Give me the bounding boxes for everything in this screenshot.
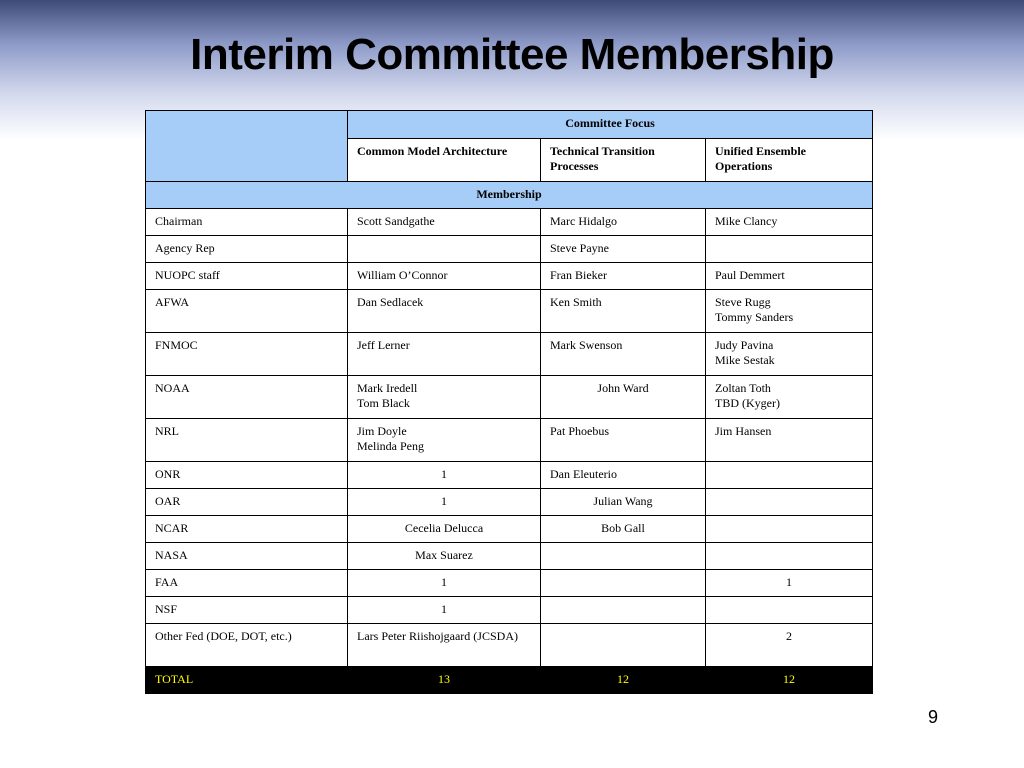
- row-label: FAA: [146, 570, 348, 597]
- member-name: Dan Eleuterio: [550, 467, 617, 481]
- member-cell: [541, 543, 706, 570]
- member-name: Bob Gall: [601, 521, 645, 535]
- row-label: OAR: [146, 489, 348, 516]
- member-cell: [706, 516, 873, 543]
- member-cell: [706, 543, 873, 570]
- table-row: [146, 290, 873, 333]
- member-cell: [541, 290, 706, 333]
- member-name: Judy Pavina: [715, 338, 774, 352]
- member-name: 1: [441, 494, 447, 508]
- member-cell: [706, 462, 873, 489]
- row-label: Other Fed (DOE, DOT, etc.): [146, 624, 348, 667]
- member-name: Tom Black: [357, 396, 410, 410]
- table-row: [146, 570, 873, 597]
- table-row: [146, 376, 873, 419]
- column-header-common-model: Common Model Architecture: [348, 139, 541, 182]
- member-cell: [348, 462, 541, 489]
- table-row: [146, 462, 873, 489]
- member-cell: [541, 376, 706, 419]
- member-name: Fran Bieker: [550, 268, 607, 282]
- table-row: [146, 333, 873, 376]
- member-cell: [541, 597, 706, 624]
- membership-section-header: Membership: [146, 182, 873, 209]
- table-row: [146, 236, 873, 263]
- member-cell: [706, 333, 873, 376]
- row-label: NUOPC staff: [146, 263, 348, 290]
- member-name: Tommy Sanders: [715, 310, 794, 324]
- slide-title: Interim Committee Membership: [190, 30, 834, 79]
- member-name: 1: [786, 575, 793, 589]
- row-label: NSF: [146, 597, 348, 624]
- member-name: Mark Iredell: [357, 381, 418, 395]
- member-name: Paul Demmert: [715, 268, 785, 282]
- table-row: [146, 624, 873, 667]
- member-cell: [706, 570, 873, 597]
- member-name: Dan Sedlacek: [357, 295, 424, 309]
- member-name: 1: [441, 575, 447, 589]
- member-cell: [348, 516, 541, 543]
- table-row: [146, 263, 873, 290]
- row-label: NCAR: [146, 516, 348, 543]
- member-cell: [541, 236, 706, 263]
- member-cell: [348, 624, 541, 667]
- table-row: [146, 419, 873, 462]
- member-cell: [706, 624, 873, 667]
- table-row: [146, 597, 873, 624]
- member-cell: [706, 597, 873, 624]
- total-common-model: 13: [348, 667, 541, 694]
- member-name: TBD (Kyger): [715, 396, 780, 410]
- member-name: Scott Sandgathe: [357, 214, 435, 228]
- member-name: Cecelia Delucca: [404, 521, 484, 535]
- focus-header-row: [146, 111, 873, 139]
- corner-header-cell: [146, 111, 348, 182]
- member-name: Lars Peter Riishojgaard (JCSDA): [357, 629, 518, 643]
- member-cell: [348, 570, 541, 597]
- member-cell: [541, 263, 706, 290]
- row-label: NASA: [146, 543, 348, 570]
- total-unified-ensemble: 12: [706, 667, 873, 694]
- member-cell: [348, 236, 541, 263]
- column-header-unified-ensemble: Unified Ensemble Operations: [706, 139, 873, 182]
- member-name: 1: [441, 602, 447, 616]
- row-label: AFWA: [146, 290, 348, 333]
- row-label: ONR: [146, 462, 348, 489]
- member-cell: [348, 597, 541, 624]
- member-cell: [348, 263, 541, 290]
- member-name: Jim Doyle: [357, 424, 407, 438]
- member-cell: [348, 209, 541, 236]
- member-name: 2: [786, 629, 793, 643]
- page-number: 9: [927, 707, 938, 727]
- row-label: NOAA: [146, 376, 348, 419]
- member-name: Steve Payne: [550, 241, 609, 255]
- member-name: Ken Smith: [550, 295, 602, 309]
- member-cell: [706, 236, 873, 263]
- row-label: FNMOC: [146, 333, 348, 376]
- table-row: [146, 489, 873, 516]
- member-cell: [706, 290, 873, 333]
- member-cell: [706, 209, 873, 236]
- member-cell: [348, 419, 541, 462]
- committee-focus-header: Committee Focus: [348, 111, 873, 139]
- table-row: [146, 209, 873, 236]
- member-cell: [348, 376, 541, 419]
- member-name: Marc Hidalgo: [550, 214, 617, 228]
- member-cell: [706, 263, 873, 290]
- member-cell: [348, 489, 541, 516]
- total-label: TOTAL: [146, 667, 348, 694]
- member-cell: [541, 462, 706, 489]
- member-name: Zoltan Toth: [715, 381, 771, 395]
- total-row: [146, 667, 873, 694]
- member-cell: [348, 543, 541, 570]
- member-cell: [706, 419, 873, 462]
- table-row: [146, 516, 873, 543]
- member-cell: [706, 489, 873, 516]
- member-cell: [541, 419, 706, 462]
- member-cell: [541, 624, 706, 667]
- member-name: Pat Phoebus: [550, 424, 610, 438]
- member-cell: [541, 489, 706, 516]
- member-cell: [348, 333, 541, 376]
- member-name: Max Suarez: [415, 548, 473, 562]
- column-header-technical-transition: Technical Transition Processes: [541, 139, 706, 182]
- membership-table-body: [146, 111, 873, 694]
- member-cell: [541, 209, 706, 236]
- member-name: 1: [441, 467, 447, 481]
- member-name: Mark Swenson: [550, 338, 623, 352]
- member-name: Julian Wang: [593, 494, 653, 508]
- member-cell: [706, 376, 873, 419]
- member-name: John Ward: [597, 381, 649, 395]
- member-name: William O’Connor: [357, 268, 448, 282]
- total-technical-transition: 12: [541, 667, 706, 694]
- member-cell: [348, 290, 541, 333]
- member-name: Melinda Peng: [357, 439, 424, 453]
- row-label: NRL: [146, 419, 348, 462]
- member-name: Mike Sestak: [715, 353, 775, 367]
- member-cell: [541, 333, 706, 376]
- table-row: [146, 543, 873, 570]
- member-name: Mike Clancy: [715, 214, 778, 228]
- member-cell: [541, 516, 706, 543]
- member-name: Steve Rugg: [715, 295, 771, 309]
- member-name: Jim Hansen: [715, 424, 772, 438]
- row-label: Chairman: [146, 209, 348, 236]
- member-cell: [541, 570, 706, 597]
- member-name: Jeff Lerner: [357, 338, 410, 352]
- row-label: Agency Rep: [146, 236, 348, 263]
- membership-section-row: [146, 182, 873, 209]
- membership-table: [145, 110, 873, 694]
